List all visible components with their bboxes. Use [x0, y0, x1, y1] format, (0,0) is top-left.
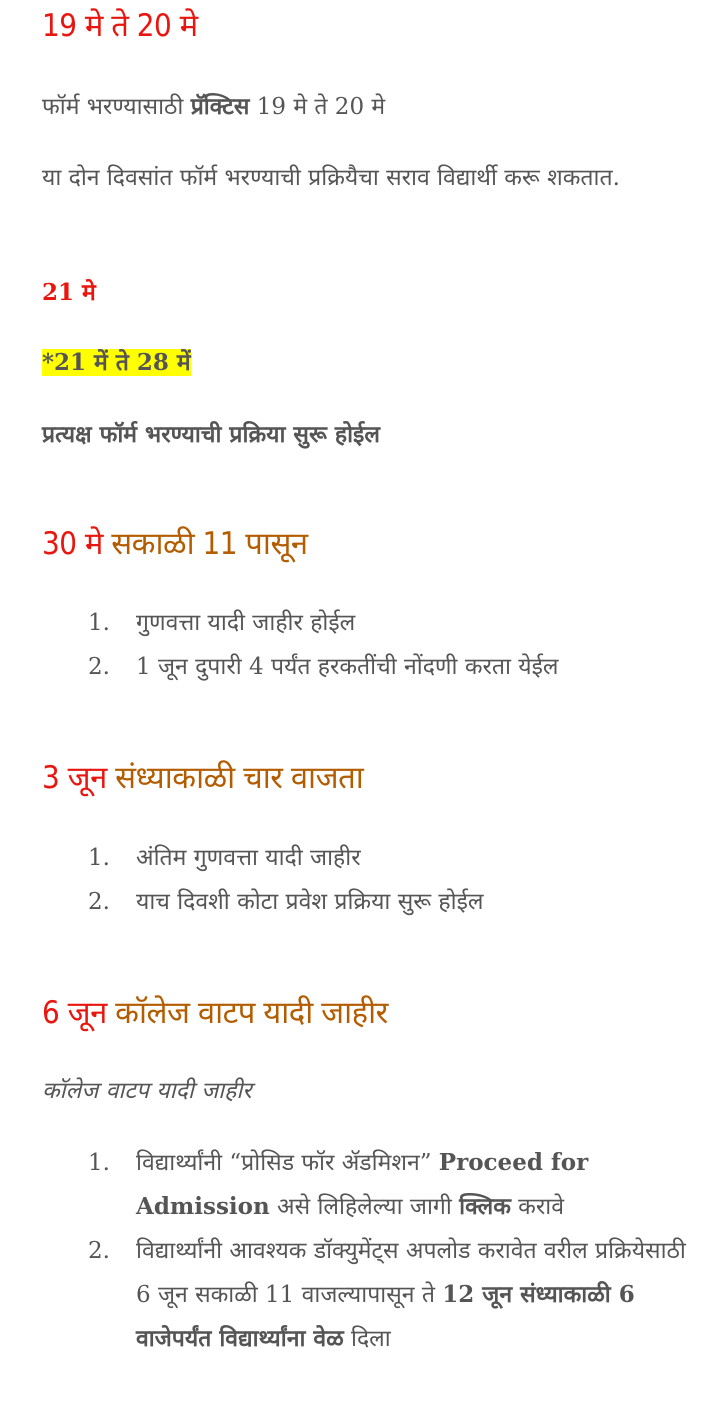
list-number: 2. [88, 1238, 110, 1264]
heading-6-june [42, 993, 388, 1033]
proceed-instruction: विद्यार्थ्यांनी “प्रोसिड फॉर ॲडमिशन” [136, 1150, 439, 1176]
list-text [136, 1141, 686, 1229]
heading-19-20-may [42, 6, 198, 46]
list-item [88, 1141, 688, 1229]
actual-form-note-text: प्रत्यक्ष फॉर्म भरण्याची प्रक्रिया सुरू होईल [42, 421, 380, 448]
click-word: क्लिक [459, 1193, 511, 1220]
heading-6-june-title: कॉलेज वाटप यादी जाहीर [106, 995, 388, 1031]
list-number: 2. [88, 889, 110, 915]
practice-line [42, 84, 692, 130]
list-number: 2. [88, 654, 110, 680]
heading-3-june [42, 758, 363, 798]
practice-description [42, 156, 692, 200]
heading-3-june-time: संध्याकाळी चार वाजता [106, 760, 364, 796]
proceed-instruction-end: करावे [510, 1194, 565, 1220]
list-text [136, 1229, 686, 1361]
heading-30-may [42, 524, 308, 564]
deadline-text: 12 जून संध्याकाळी 6 वाजेपर्यंत विद्यार्थ्यांना वेळ [136, 1281, 635, 1352]
upload-instruction: विद्यार्थ्यांनी आवश्यक डॉक्युमेंट्स अपलोड करावेत वरील प्रक्रियेसाठी 6 जून सकाळी 11 वाजल्यापासून ते [136, 1238, 686, 1308]
list-text: याच दिवशी कोटा प्रवेश प्रक्रिया सुरू होईल [136, 889, 484, 915]
heading-19-20-may-text: 19 मे ते 20 मे [42, 8, 198, 44]
date-21-may [42, 270, 692, 316]
list-number: 1. [88, 845, 110, 871]
heading-30-may-date: 30 मे [42, 526, 103, 562]
upload-instruction-end: दिला [343, 1326, 391, 1352]
date-21-may-text: 21 मे [42, 279, 96, 306]
highlight-range-text: *21 में ते 28 में [42, 349, 191, 376]
heading-6-june-date: 6 जून [42, 995, 107, 1031]
practice-description-text: या दोन दिवसांत फॉर्म भरण्याची प्रक्रियैचा सराव विद्यार्थी करू शकतात. [42, 165, 620, 191]
practice-word: प्रॅक्टिस [190, 93, 250, 120]
list-number: 1. [88, 1150, 110, 1176]
heading-30-may-time: सकाळी 11 पासून [102, 526, 308, 562]
allotment-subtitle-text: कॉलेज वाटप यादी जाहीर [42, 1078, 252, 1104]
heading-3-june-date: 3 जून [42, 760, 107, 796]
proceed-instruction-middle: असे लिहिलेल्या जागी [269, 1194, 460, 1220]
list-text: अंतिम गुणवत्ता यादी जाहीर [136, 845, 361, 871]
actual-form-note [42, 412, 692, 458]
list-text: 1 जून दुपारी 4 पर्यंत हरकतींची नोंदणी करता येईल [136, 654, 559, 680]
proceed-for-admission-label: Proceed for Admission [136, 1149, 589, 1220]
practice-line-text: फॉर्म भरण्यासाठी [42, 94, 191, 120]
practice-dates: 19 मे ते 20 मे [249, 94, 386, 120]
highlight-range [42, 340, 692, 386]
list-text: गुणवत्ता यादी जाहीर होईल [136, 610, 356, 636]
list-item [88, 1229, 688, 1405]
allotment-subtitle [42, 1068, 692, 1114]
list-number: 1. [88, 610, 110, 636]
